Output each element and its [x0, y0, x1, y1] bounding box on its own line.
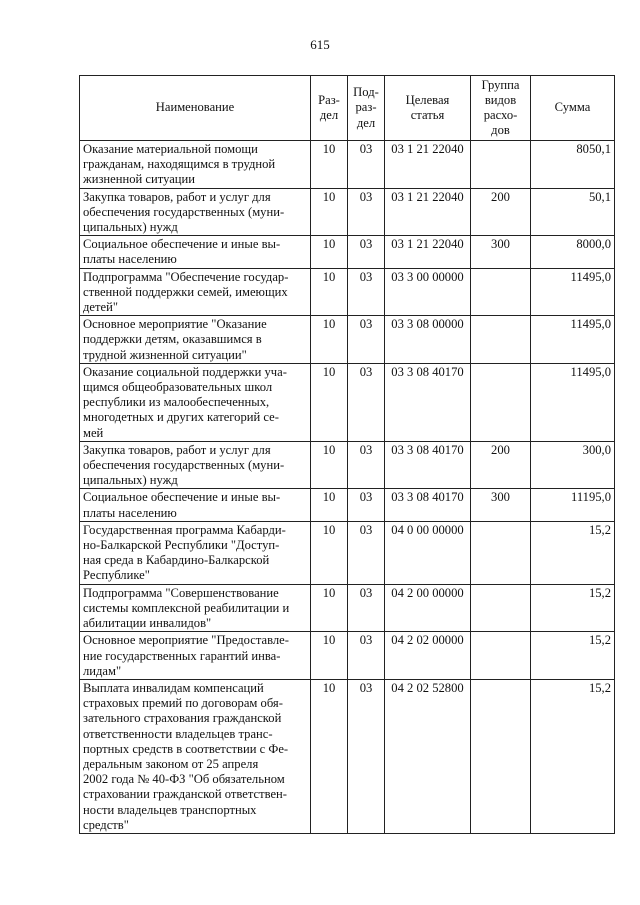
- page-number: 615: [310, 37, 330, 52]
- cell-name-line: системы комплексной реабилитации и: [83, 600, 290, 615]
- cell-group: [471, 268, 531, 316]
- table-row: [80, 363, 615, 441]
- table-row: [80, 521, 615, 584]
- cell-name-line: страховых премий по договорам обя-: [83, 696, 283, 711]
- cell-sum: 50,1: [531, 188, 615, 236]
- table-row: [80, 236, 615, 268]
- cell-subsection: 03: [348, 521, 385, 584]
- cell-sum: 300,0: [531, 441, 615, 489]
- cell-name-line: страховании гражданской ответствен-: [83, 787, 287, 802]
- cell-article: 03 3 08 40170: [385, 489, 471, 521]
- cell-name-line: обеспечения государственных (муни-: [83, 458, 285, 473]
- cell-section: 10: [311, 141, 348, 189]
- cell-article: 03 1 21 22040: [385, 188, 471, 236]
- cell-name-line: Оказание материальной помощи: [83, 142, 258, 156]
- cell-group: [471, 632, 531, 680]
- cell-name-line: ная среда в Кабардино-Балкарской: [83, 553, 270, 568]
- cell-subsection: 03: [348, 489, 385, 521]
- cell-sum: 11495,0: [531, 316, 615, 364]
- table-row: [80, 141, 615, 189]
- cell-name-line: ципальных) нужд: [83, 220, 178, 235]
- cell-name-line: Основное мероприятие "Предоставле-: [83, 633, 289, 648]
- header-name: Наименование: [80, 76, 311, 141]
- cell-name-line: Социальное обеспечение и иные вы-: [83, 490, 281, 505]
- cell-name: [80, 441, 311, 489]
- cell-section: 10: [311, 632, 348, 680]
- cell-subsection: 03: [348, 584, 385, 632]
- cell-subsection: 03: [348, 188, 385, 236]
- cell-subsection: 03: [348, 316, 385, 364]
- cell-sum: 8050,1: [531, 141, 615, 189]
- cell-name-line: Подпрограмма "Обеспечение государ-: [83, 269, 289, 284]
- cell-name-line: средств": [83, 817, 129, 832]
- cell-section: 10: [311, 268, 348, 316]
- cell-subsection: 03: [348, 679, 385, 833]
- cell-group: 300: [471, 236, 531, 268]
- cell-article: 04 2 02 52800: [385, 679, 471, 833]
- cell-article: 03 3 08 00000: [385, 316, 471, 364]
- cell-name-line: обеспечения государственных (муни-: [83, 204, 285, 219]
- cell-name-line: республики из малообеспеченных,: [83, 395, 270, 410]
- cell-name-line: поддержки детям, оказавшимся в: [83, 332, 262, 347]
- cell-group: [471, 363, 531, 441]
- table-row: [80, 489, 615, 521]
- cell-name-line: Подпрограмма "Совершенствование: [83, 585, 279, 600]
- cell-name-line: ципальных) нужд: [83, 473, 178, 488]
- cell-name-line: Социальное обеспечение и иные вы-: [83, 237, 281, 252]
- cell-sum: 15,2: [531, 584, 615, 632]
- header-article: Целевая статья: [385, 76, 471, 141]
- cell-name-line: детей": [83, 300, 118, 315]
- cell-name-line: лидам": [83, 663, 122, 678]
- cell-name-line: Государственная программа Кабарди-: [83, 522, 286, 537]
- cell-name: [80, 188, 311, 236]
- cell-sum: 15,2: [531, 632, 615, 680]
- cell-name-line: Республике": [83, 568, 150, 583]
- cell-name-line: ответственности владельцев транс-: [83, 726, 273, 741]
- table-row: [80, 441, 615, 489]
- cell-name: [80, 268, 311, 316]
- cell-article: 04 2 02 00000: [385, 632, 471, 680]
- cell-article: 04 0 00 00000: [385, 521, 471, 584]
- header-group: Группа видов расхо- дов: [471, 76, 531, 141]
- cell-group: 200: [471, 441, 531, 489]
- cell-section: 10: [311, 188, 348, 236]
- cell-name-line: зательного страхования гражданской: [83, 711, 282, 726]
- cell-subsection: 03: [348, 268, 385, 316]
- cell-section: 10: [311, 489, 348, 521]
- cell-name-line: трудной жизненной ситуации": [83, 347, 247, 362]
- cell-name: [80, 141, 311, 189]
- cell-sum: 11495,0: [531, 268, 615, 316]
- table-row: [80, 188, 615, 236]
- cell-name-line: но-Балкарской Республики "Доступ-: [83, 538, 280, 553]
- cell-article: 03 1 21 22040: [385, 236, 471, 268]
- cell-subsection: 03: [348, 441, 385, 489]
- cell-article: 04 2 00 00000: [385, 584, 471, 632]
- header-section: Раз- дел: [311, 76, 348, 141]
- cell-name: [80, 521, 311, 584]
- header-sum: Сумма: [531, 76, 615, 141]
- cell-name-line: ние государственных гарантий инва-: [83, 648, 281, 663]
- cell-name-line: многодетных и других категорий се-: [83, 410, 279, 425]
- cell-name: [80, 363, 311, 441]
- cell-name-line: Выплата инвалидам компенсаций: [83, 680, 264, 695]
- cell-section: 10: [311, 441, 348, 489]
- cell-name-line: платы населению: [83, 505, 177, 520]
- cell-section: 10: [311, 363, 348, 441]
- table-row: [80, 316, 615, 364]
- cell-name-line: гражданам, находящимся в трудной: [83, 157, 276, 172]
- cell-article: 03 3 08 40170: [385, 441, 471, 489]
- cell-name-line: жизненной ситуации: [83, 172, 196, 187]
- cell-sum: 15,2: [531, 679, 615, 833]
- cell-subsection: 03: [348, 632, 385, 680]
- cell-sum: 8000,0: [531, 236, 615, 268]
- cell-name: [80, 584, 311, 632]
- cell-group: [471, 679, 531, 833]
- cell-subsection: 03: [348, 363, 385, 441]
- cell-subsection: 03: [348, 236, 385, 268]
- cell-name-line: абилитации инвалидов": [83, 616, 212, 631]
- cell-subsection: 03: [348, 141, 385, 189]
- cell-sum: 15,2: [531, 521, 615, 584]
- cell-article: 03 1 21 22040: [385, 141, 471, 189]
- budget-table: [79, 75, 615, 834]
- cell-sum: 11495,0: [531, 363, 615, 441]
- cell-name-line: деральным законом от 25 апреля: [83, 756, 259, 771]
- cell-name-line: 2002 года № 40-ФЗ "Об обязательном: [83, 772, 285, 787]
- cell-name-line: Основное мероприятие "Оказание: [83, 317, 267, 332]
- cell-name-line: Оказание социальной поддержки уча-: [83, 364, 287, 379]
- cell-name-line: ности владельцев транспортных: [83, 802, 257, 817]
- cell-section: 10: [311, 316, 348, 364]
- cell-group: [471, 316, 531, 364]
- cell-name-line: щимся общеобразовательных школ: [83, 380, 273, 395]
- table-row: [80, 584, 615, 632]
- cell-name-line: Закупка товаров, работ и услуг для: [83, 442, 271, 457]
- cell-group: 300: [471, 489, 531, 521]
- table-header-row: [80, 76, 615, 141]
- cell-name-line: ственной поддержки семей, имеющих: [83, 284, 288, 299]
- table-row: [80, 679, 615, 833]
- cell-group: [471, 521, 531, 584]
- cell-section: 10: [311, 236, 348, 268]
- table-row: [80, 632, 615, 680]
- cell-name: [80, 489, 311, 521]
- table-row: [80, 268, 615, 316]
- cell-section: 10: [311, 584, 348, 632]
- cell-name-line: портных средств в соответствии с Фе-: [83, 741, 289, 756]
- cell-name-line: Закупка товаров, работ и услуг для: [83, 189, 271, 204]
- cell-section: 10: [311, 521, 348, 584]
- cell-group: 200: [471, 188, 531, 236]
- cell-name: [80, 679, 311, 833]
- cell-group: [471, 584, 531, 632]
- cell-article: 03 3 00 00000: [385, 268, 471, 316]
- cell-name-line: платы населению: [83, 252, 177, 267]
- cell-name-line: мей: [83, 425, 104, 440]
- cell-name: [80, 632, 311, 680]
- cell-name: [80, 316, 311, 364]
- cell-article: 03 3 08 40170: [385, 363, 471, 441]
- header-subsection: Под- раз- дел: [348, 76, 385, 141]
- cell-name: [80, 236, 311, 268]
- cell-sum: 11195,0: [531, 489, 615, 521]
- cell-section: 10: [311, 679, 348, 833]
- table-body: [80, 141, 615, 834]
- cell-group: [471, 141, 531, 189]
